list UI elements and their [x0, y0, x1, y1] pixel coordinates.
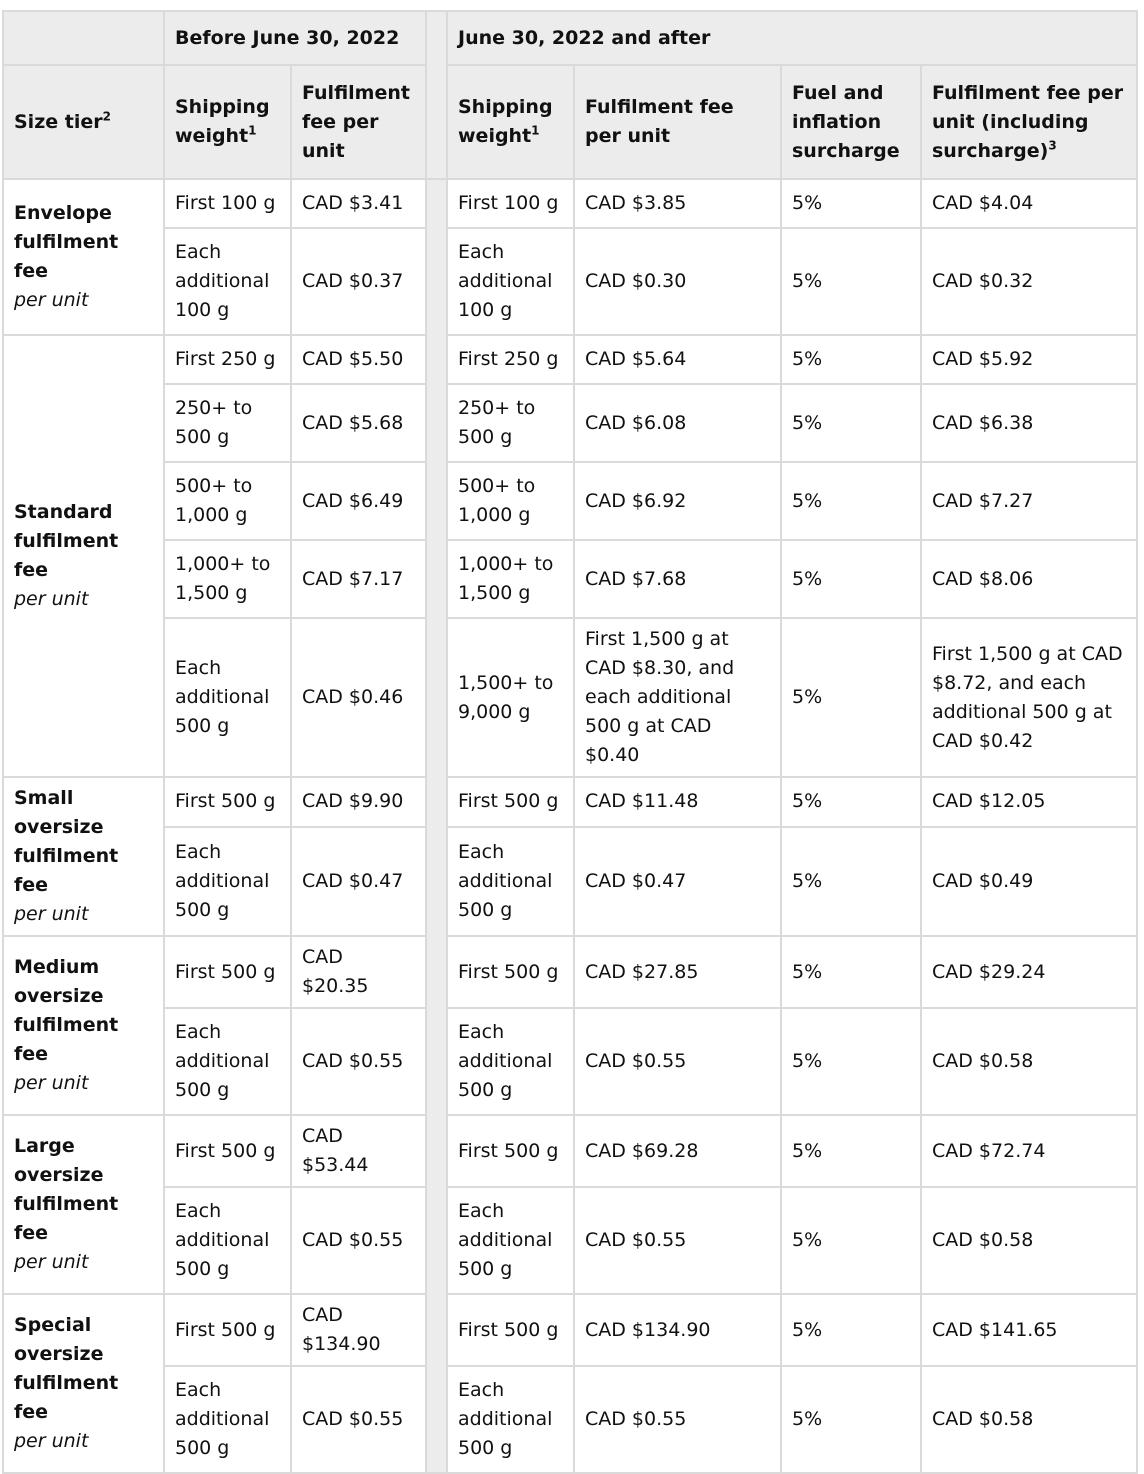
table-row [3, 618, 1137, 777]
fee-after-cell: CAD $0.30 [574, 228, 781, 335]
per-unit-label: per unit [14, 588, 89, 610]
fee-before-cell: CAD $0.55 [291, 1366, 426, 1473]
size-tier-cell [3, 777, 164, 936]
surcharge-cell: 5% [781, 179, 921, 228]
fee-before-cell: CAD $20.35 [291, 936, 426, 1008]
fee-table-body [3, 179, 1137, 1473]
weight-after-cell: 1,000+ to 1,500 g [447, 540, 574, 618]
fee-before-cell: CAD $6.49 [291, 462, 426, 540]
fee-after-cell: CAD $0.55 [574, 1008, 781, 1115]
table-row [3, 1115, 1137, 1187]
fee-before-cell: CAD $5.68 [291, 384, 426, 462]
fee-after-cell: CAD $3.85 [574, 179, 781, 228]
weight-before-cell: 1,000+ to 1,500 g [164, 540, 291, 618]
fee-incl-cell: CAD $12.05 [921, 777, 1137, 827]
shipping-weight-before-header: Shipping weight$^1$ [164, 65, 291, 179]
column-header-row [3, 65, 1137, 179]
weight-before-cell: 250+ to 500 g [164, 384, 291, 462]
fee-after-cell: CAD $134.90 [574, 1294, 781, 1366]
table-row [3, 540, 1137, 618]
fee-after-cell: First 1,500 g at CAD $8.30, and each additional 500 g at CAD $0.40 [574, 618, 781, 777]
per-unit-label: per unit [14, 1430, 89, 1452]
weight-after-cell: First 500 g [447, 777, 574, 827]
size-tier-cell [3, 1294, 164, 1473]
fee-incl-surcharge-header: Fulfilment fee per unit (including surcharge)$^3$ [921, 65, 1137, 179]
fee-incl-cell: CAD $29.24 [921, 936, 1137, 1008]
weight-before-cell: Each additional 500 g [164, 1008, 291, 1115]
surcharge-cell: 5% [781, 335, 921, 384]
weight-before-cell: First 250 g [164, 335, 291, 384]
fee-after-header: Fulfilment fee per unit [574, 65, 781, 179]
fee-before-cell: CAD $53.44 [291, 1115, 426, 1187]
table-row [3, 335, 1137, 384]
weight-after-cell: Each additional 500 g [447, 1366, 574, 1473]
fee-incl-cell: CAD $0.49 [921, 827, 1137, 936]
surcharge-cell: 5% [781, 1115, 921, 1187]
table-row [3, 179, 1137, 228]
table-row [3, 936, 1137, 1008]
surcharge-cell: 5% [781, 384, 921, 462]
group-before-header: Before June 30, 2022 [164, 11, 426, 65]
weight-after-cell: First 500 g [447, 1115, 574, 1187]
size-tier-cell [3, 1115, 164, 1294]
fee-incl-cell: CAD $141.65 [921, 1294, 1137, 1366]
table-row [3, 228, 1137, 335]
surcharge-cell: 5% [781, 1366, 921, 1473]
table-row [3, 462, 1137, 540]
fee-after-cell: CAD $11.48 [574, 777, 781, 827]
table-row [3, 1187, 1137, 1294]
shipping-weight-after-header: Shipping weight$^1$ [447, 65, 574, 179]
fee-after-cell: CAD $7.68 [574, 540, 781, 618]
fee-before-cell: CAD $5.50 [291, 335, 426, 384]
fee-incl-cell: CAD $5.92 [921, 335, 1137, 384]
surcharge-cell: 5% [781, 1187, 921, 1294]
fee-after-cell: CAD $6.92 [574, 462, 781, 540]
fee-incl-cell: CAD $0.32 [921, 228, 1137, 335]
fee-after-cell: CAD $0.55 [574, 1366, 781, 1473]
fee-after-cell: CAD $6.08 [574, 384, 781, 462]
weight-before-cell: First 500 g [164, 1115, 291, 1187]
fee-after-cell: CAD $5.64 [574, 335, 781, 384]
per-unit-label: per unit [14, 903, 89, 925]
fee-incl-cell: CAD $0.58 [921, 1366, 1137, 1473]
weight-after-cell: Each additional 500 g [447, 827, 574, 936]
surcharge-cell: 5% [781, 936, 921, 1008]
surcharge-cell: 5% [781, 1294, 921, 1366]
weight-after-cell: First 500 g [447, 1294, 574, 1366]
fee-incl-cell: First 1,500 g at CAD $8.72, and each additional 500 g at CAD $0.42 [921, 618, 1137, 777]
surcharge-cell: 5% [781, 540, 921, 618]
fee-before-cell: CAD $134.90 [291, 1294, 426, 1366]
weight-before-cell: First 500 g [164, 1294, 291, 1366]
surcharge-cell: 5% [781, 228, 921, 335]
surcharge-cell: 5% [781, 618, 921, 777]
fee-after-cell: CAD $0.55 [574, 1187, 781, 1294]
weight-after-cell: First 250 g [447, 335, 574, 384]
size-tier-header: Size tier$^2$ [3, 65, 164, 179]
per-unit-label: per unit [14, 289, 89, 311]
surcharge-cell: 5% [781, 827, 921, 936]
table-row [3, 1294, 1137, 1366]
fulfilment-fee-table [2, 10, 1138, 1474]
fee-after-cell: CAD $27.85 [574, 936, 781, 1008]
fee-after-cell: CAD $69.28 [574, 1115, 781, 1187]
fee-before-cell: CAD $3.41 [291, 179, 426, 228]
fee-before-cell: CAD $7.17 [291, 540, 426, 618]
fee-incl-cell: CAD $4.04 [921, 179, 1137, 228]
weight-after-cell: First 500 g [447, 936, 574, 1008]
surcharge-header: Fuel and inflation surcharge [781, 65, 921, 179]
weight-before-cell: Each additional 500 g [164, 1366, 291, 1473]
fee-incl-cell: CAD $0.58 [921, 1187, 1137, 1294]
size-tier-cell [3, 335, 164, 777]
group-header-row [3, 11, 1137, 65]
fee-before-header: Fulfilment fee per unit [291, 65, 426, 179]
size-tier-name: Small oversize fulfilment fee [14, 787, 119, 896]
fee-after-cell: CAD $0.47 [574, 827, 781, 936]
fee-before-cell: CAD $0.46 [291, 618, 426, 777]
table-row [3, 777, 1137, 827]
table-row [3, 1008, 1137, 1115]
weight-after-cell: Each additional 500 g [447, 1187, 574, 1294]
weight-before-cell: First 100 g [164, 179, 291, 228]
weight-before-cell: Each additional 100 g [164, 228, 291, 335]
fee-before-cell: CAD $0.47 [291, 827, 426, 936]
weight-before-cell: First 500 g [164, 777, 291, 827]
weight-after-cell: 1,500+ to 9,000 g [447, 618, 574, 777]
column-gap [426, 179, 447, 1473]
size-tier-cell [3, 936, 164, 1115]
weight-before-cell: Each additional 500 g [164, 1187, 291, 1294]
surcharge-cell: 5% [781, 462, 921, 540]
weight-before-cell: First 500 g [164, 936, 291, 1008]
fee-incl-cell: CAD $72.74 [921, 1115, 1137, 1187]
table-row [3, 384, 1137, 462]
empty-header-cell [3, 11, 164, 65]
weight-after-cell: First 100 g [447, 179, 574, 228]
fee-before-cell: CAD $9.90 [291, 777, 426, 827]
fee-before-cell: CAD $0.55 [291, 1008, 426, 1115]
fee-incl-cell: CAD $7.27 [921, 462, 1137, 540]
column-gap [426, 11, 447, 179]
fee-incl-cell: CAD $8.06 [921, 540, 1137, 618]
size-tier-cell [3, 179, 164, 335]
weight-before-cell: Each additional 500 g [164, 618, 291, 777]
surcharge-cell: 5% [781, 777, 921, 827]
weight-before-cell: 500+ to 1,000 g [164, 462, 291, 540]
fee-incl-cell: CAD $0.58 [921, 1008, 1137, 1115]
weight-after-cell: Each additional 100 g [447, 228, 574, 335]
size-tier-name: Medium oversize fulfilment fee [14, 956, 119, 1065]
table-row [3, 1366, 1137, 1473]
per-unit-label: per unit [14, 1251, 89, 1273]
fee-incl-cell: CAD $6.38 [921, 384, 1137, 462]
per-unit-label: per unit [14, 1072, 89, 1094]
fee-before-cell: CAD $0.37 [291, 228, 426, 335]
fee-before-cell: CAD $0.55 [291, 1187, 426, 1294]
surcharge-cell: 5% [781, 1008, 921, 1115]
size-tier-name: Large oversize fulfilment fee [14, 1135, 119, 1244]
group-after-header: June 30, 2022 and after [447, 11, 1137, 65]
weight-after-cell: 500+ to 1,000 g [447, 462, 574, 540]
size-tier-name: Envelope fulfilment fee [14, 202, 119, 282]
size-tier-name: Standard fulfilment fee [14, 501, 119, 581]
size-tier-name: Special oversize fulfilment fee [14, 1314, 119, 1423]
table-row [3, 827, 1137, 936]
weight-after-cell: Each additional 500 g [447, 1008, 574, 1115]
weight-after-cell: 250+ to 500 g [447, 384, 574, 462]
weight-before-cell: Each additional 500 g [164, 827, 291, 936]
